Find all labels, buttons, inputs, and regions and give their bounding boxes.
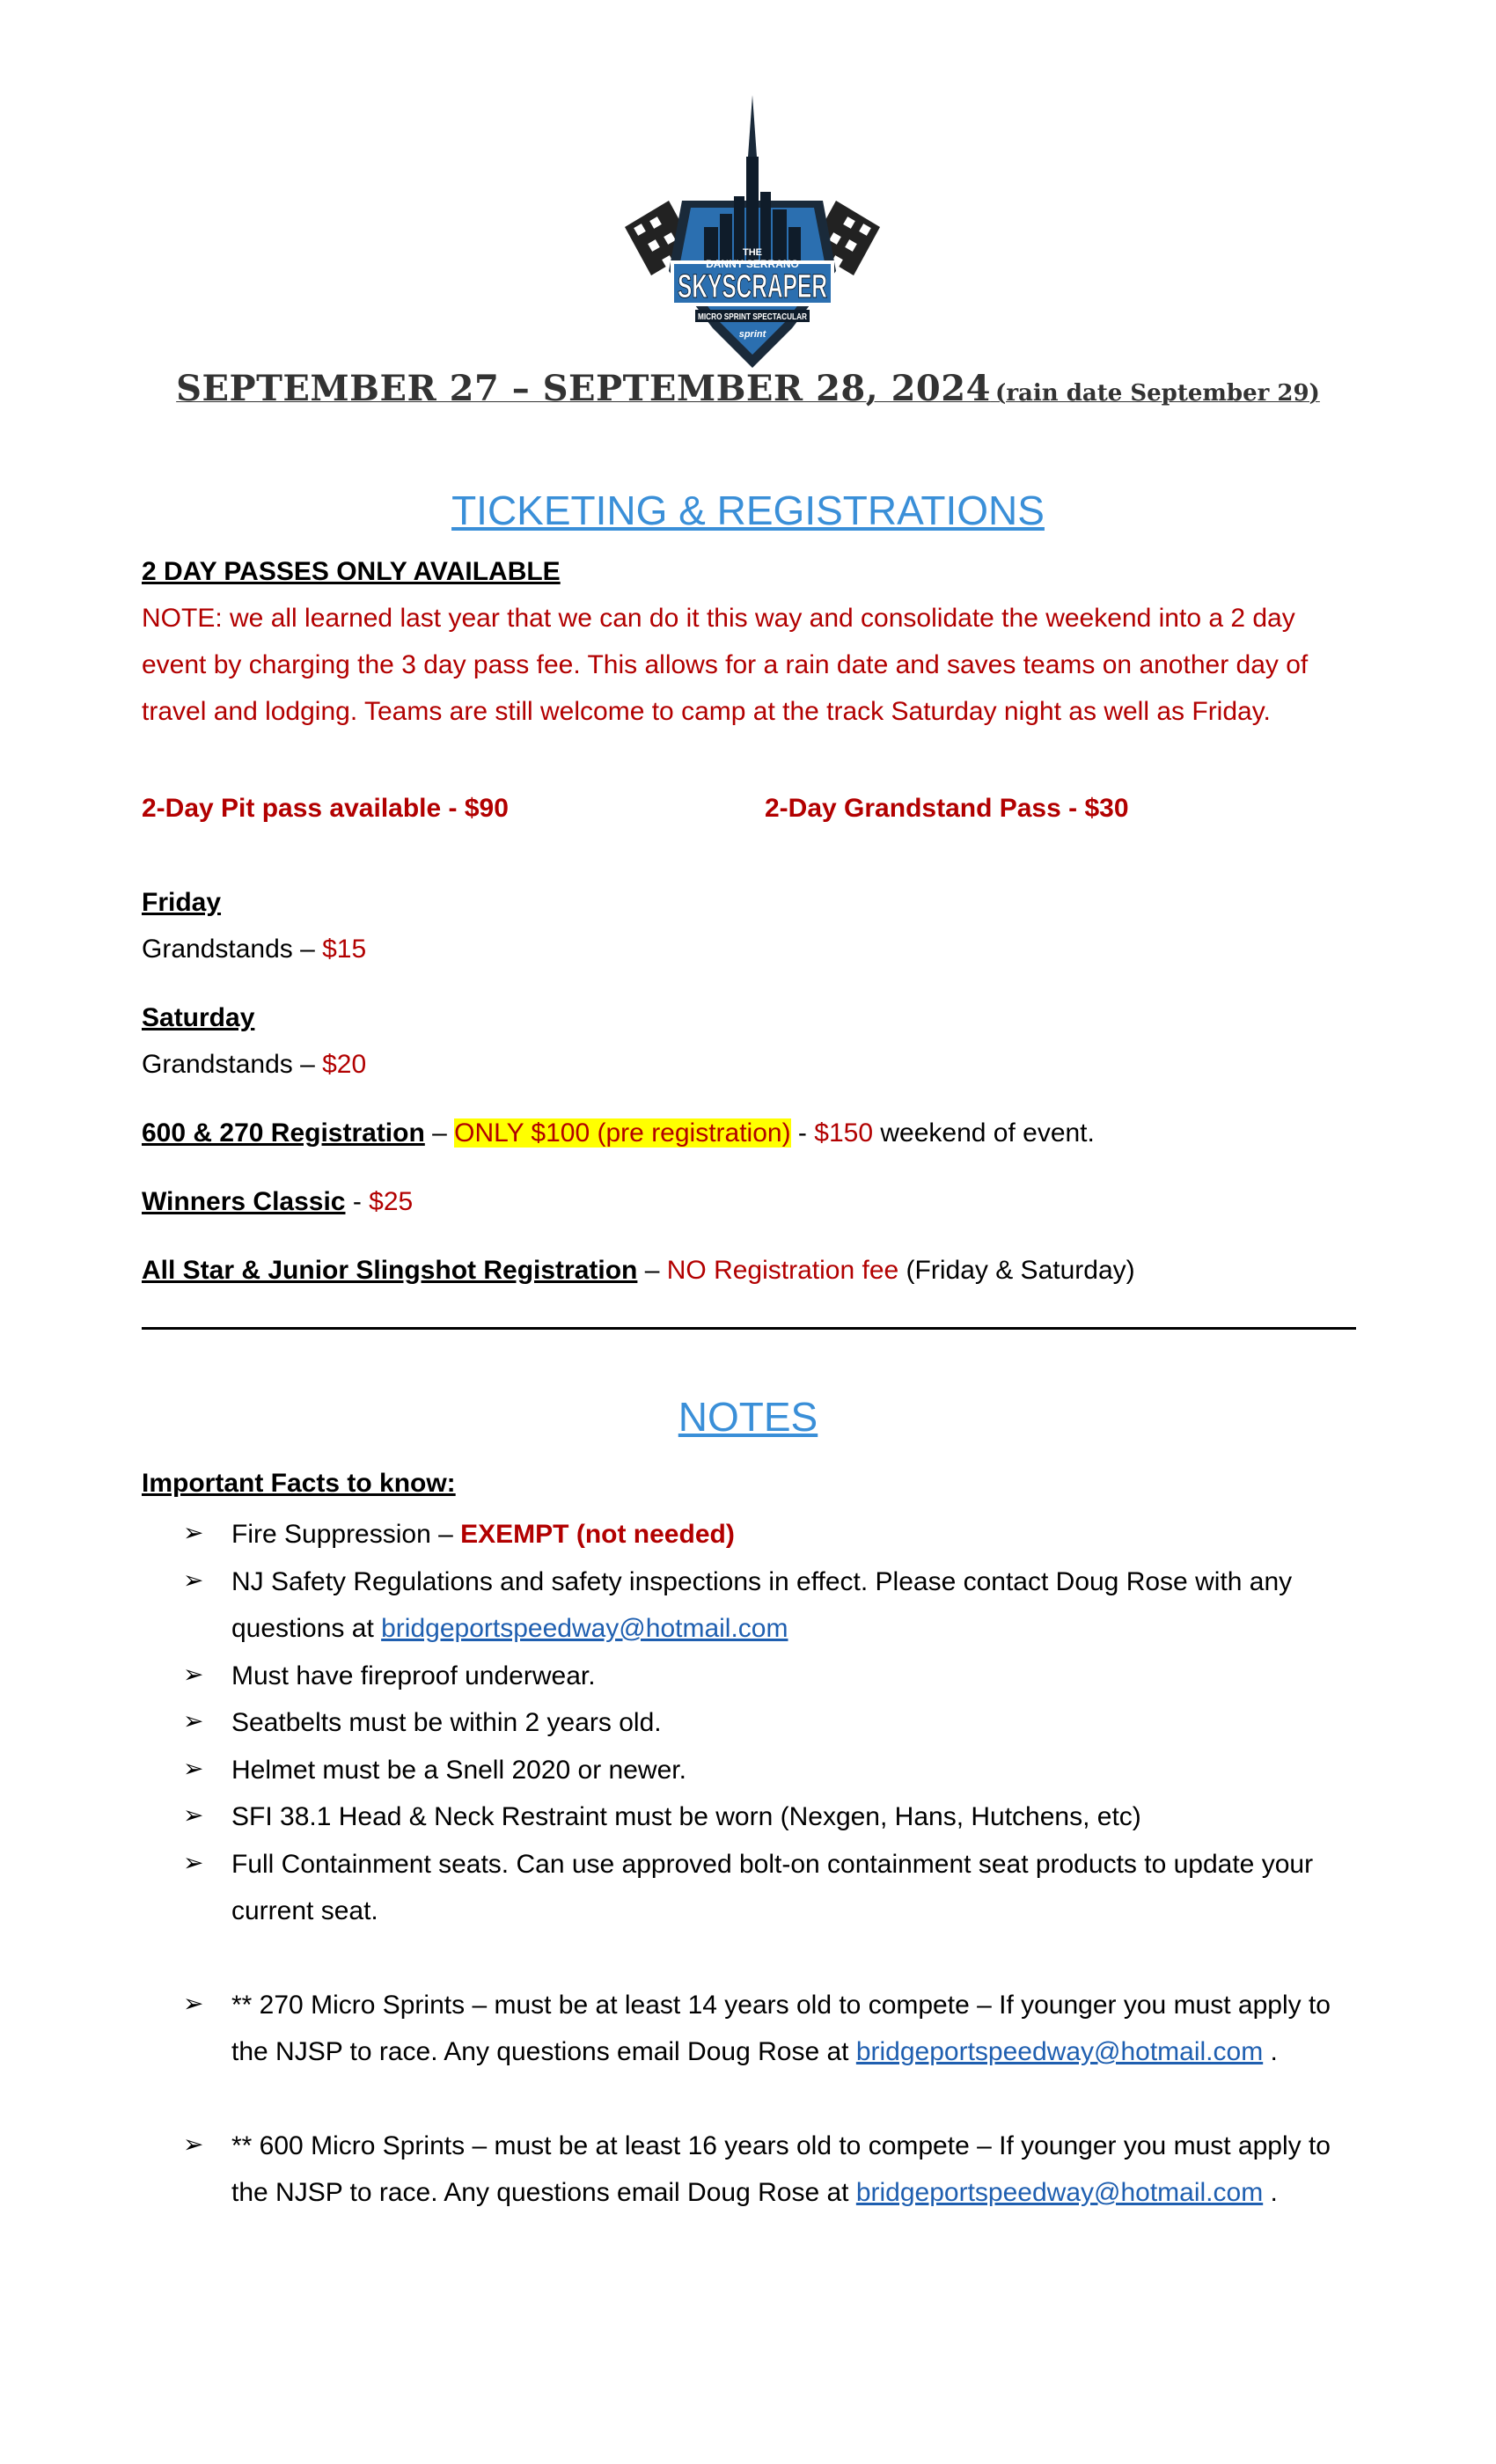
rain-date: (rain date September 29) <box>995 380 1320 407</box>
friday-grandstands-text: Grandstands – <box>142 935 323 964</box>
m270-period: . <box>1263 2037 1278 2066</box>
m270-line-2-prefix: the NJSP to race. Any questions email Doug Rose at <box>231 2037 856 2066</box>
m600-line-1: ** 600 Micro Sprints – must be at least 16 years old to compete – If younger you must apply to <box>231 2131 1331 2160</box>
friday-grandstands <box>142 935 366 964</box>
nj-line-2-prefix: questions at <box>231 1614 382 1643</box>
friday-price: $15 <box>322 935 367 964</box>
bullet-arrow-icon: ➢ <box>183 1566 204 1594</box>
email-link[interactable]: bridgeportspeedway@hotmail.com <box>855 2178 1264 2207</box>
reg600-dash2: - <box>790 1118 815 1148</box>
reg600-label: 600 & 270 Registration <box>142 1118 425 1148</box>
fire-text: Fire Suppression – <box>231 1520 461 1549</box>
registration-600-270 <box>142 1118 1095 1148</box>
helmet-item: Helmet must be a Snell 2020 or newer. <box>231 1756 686 1785</box>
underwear-item: Must have fireproof underwear. <box>231 1661 596 1690</box>
nj-line-1: NJ Safety Regulations and safety inspections in effect. Please contact Doug Rose with any <box>231 1567 1293 1596</box>
note-line-3: travel and lodging. Teams are still welcome to camp at the track Saturday night as well as Friday. <box>142 697 1271 726</box>
reg600-late-price: $150 <box>814 1118 874 1148</box>
saturday-label: Saturday <box>142 1003 255 1032</box>
logo-top-text: THE <box>743 247 762 258</box>
winners-price: $25 <box>369 1187 414 1216</box>
reg600-dash: – <box>424 1118 455 1148</box>
email-link[interactable]: bridgeportspeedway@hotmail.com <box>381 1614 788 1643</box>
logo-name-text: DANNY SERRANO <box>706 258 799 270</box>
event-date-line <box>0 368 1496 409</box>
seatbelts-item: Seatbelts must be within 2 years old. <box>231 1708 662 1737</box>
pit-pass-price: 2-Day Pit pass available - $90 <box>142 794 509 823</box>
bullet-arrow-icon: ➢ <box>183 1519 204 1546</box>
winners-classic <box>142 1187 413 1217</box>
section-divider <box>142 1327 1356 1330</box>
m600-line-2-prefix: the NJSP to race. Any questions email Doug Rose at <box>231 2178 856 2207</box>
saturday-price: $20 <box>322 1050 367 1079</box>
sfi-item: SFI 38.1 Head & Neck Restraint must be worn (Nexgen, Hans, Hutchens, etc) <box>231 1802 1141 1831</box>
m270-line-2 <box>231 2028 1375 2075</box>
allstar-label: All Star & Junior Slingshot Registration <box>142 1256 638 1285</box>
note-line-1: NOTE: we all learned last year that we can do it this way and consolidate the weekend into a 2 day <box>142 604 1295 633</box>
reg600-highlight <box>454 1118 790 1148</box>
allstar-fee: NO Registration fee <box>666 1256 899 1285</box>
winners-label: Winners Classic <box>142 1187 346 1216</box>
fire-suppression-item <box>231 1511 1375 1558</box>
saturday-grandstands-text: Grandstands – <box>142 1050 323 1079</box>
allstar-days: (Friday & Saturday) <box>898 1256 1135 1285</box>
micro-600-item <box>231 2123 1375 2216</box>
note-line-2: event by charging the 3 day pass fee. This allows for a rain date and saves teams on another day of <box>142 650 1309 679</box>
reg600-only: ONLY <box>454 1118 532 1148</box>
reg600-late-text: weekend of event. <box>873 1118 1095 1148</box>
logo-title-text: SKYSCRAPER <box>678 268 827 305</box>
passes-title: 2 DAY PASSES ONLY AVAILABLE <box>142 557 561 586</box>
bullet-arrow-icon: ➢ <box>183 1849 204 1876</box>
bullet-arrow-icon: ➢ <box>183 1707 204 1734</box>
m600-line-2 <box>231 2169 1375 2216</box>
grandstand-pass-price: 2-Day Grandstand Pass - $30 <box>765 794 1129 823</box>
fire-exempt: EXEMPT (not needed) <box>460 1520 735 1549</box>
ticketing-heading: TICKETING & REGISTRATIONS <box>451 488 1045 533</box>
micro-270-item <box>231 1982 1375 2075</box>
m270-line-1: ** 270 Micro Sprints – must be at least 14 years old to compete – If younger you must apply to <box>231 1991 1331 2020</box>
note-paragraph <box>142 595 1374 735</box>
bullet-arrow-icon: ➢ <box>183 1661 204 1688</box>
logo-subtitle-text: MICRO SPRINT SPECTACULAR <box>698 312 808 322</box>
m600-period: . <box>1263 2178 1278 2207</box>
skyscraper-logo <box>616 95 889 377</box>
reg600-pre: (pre registration) <box>590 1118 791 1148</box>
bullet-arrow-icon: ➢ <box>183 1801 204 1829</box>
facts-title: Important Facts to know: <box>142 1469 456 1498</box>
allstar-dash: – <box>637 1256 667 1285</box>
nj-line-2 <box>231 1605 1375 1652</box>
seats-line-2: current seat. <box>231 1896 378 1925</box>
allstar-registration <box>142 1256 1135 1286</box>
bullet-arrow-icon: ➢ <box>183 2130 204 2158</box>
bullet-arrow-icon: ➢ <box>183 1755 204 1782</box>
seats-line-1: Full Containment seats. Can use approved bolt-on containment seat products to update your <box>231 1850 1314 1879</box>
logo-sponsor-text: sprint <box>738 329 766 340</box>
nj-safety-item <box>231 1558 1375 1652</box>
notes-heading: NOTES <box>678 1394 818 1440</box>
saturday-grandstands <box>142 1050 366 1080</box>
event-dates: SEPTEMBER 27 – SEPTEMBER 28, 2024 <box>176 368 991 409</box>
seats-item <box>231 1841 1375 1934</box>
email-link[interactable]: bridgeportspeedway@hotmail.com <box>855 2037 1264 2066</box>
reg600-price: $100 <box>531 1118 590 1148</box>
friday-label: Friday <box>142 888 222 917</box>
winners-dash: - <box>345 1187 370 1216</box>
bullet-arrow-icon: ➢ <box>183 1990 204 2017</box>
